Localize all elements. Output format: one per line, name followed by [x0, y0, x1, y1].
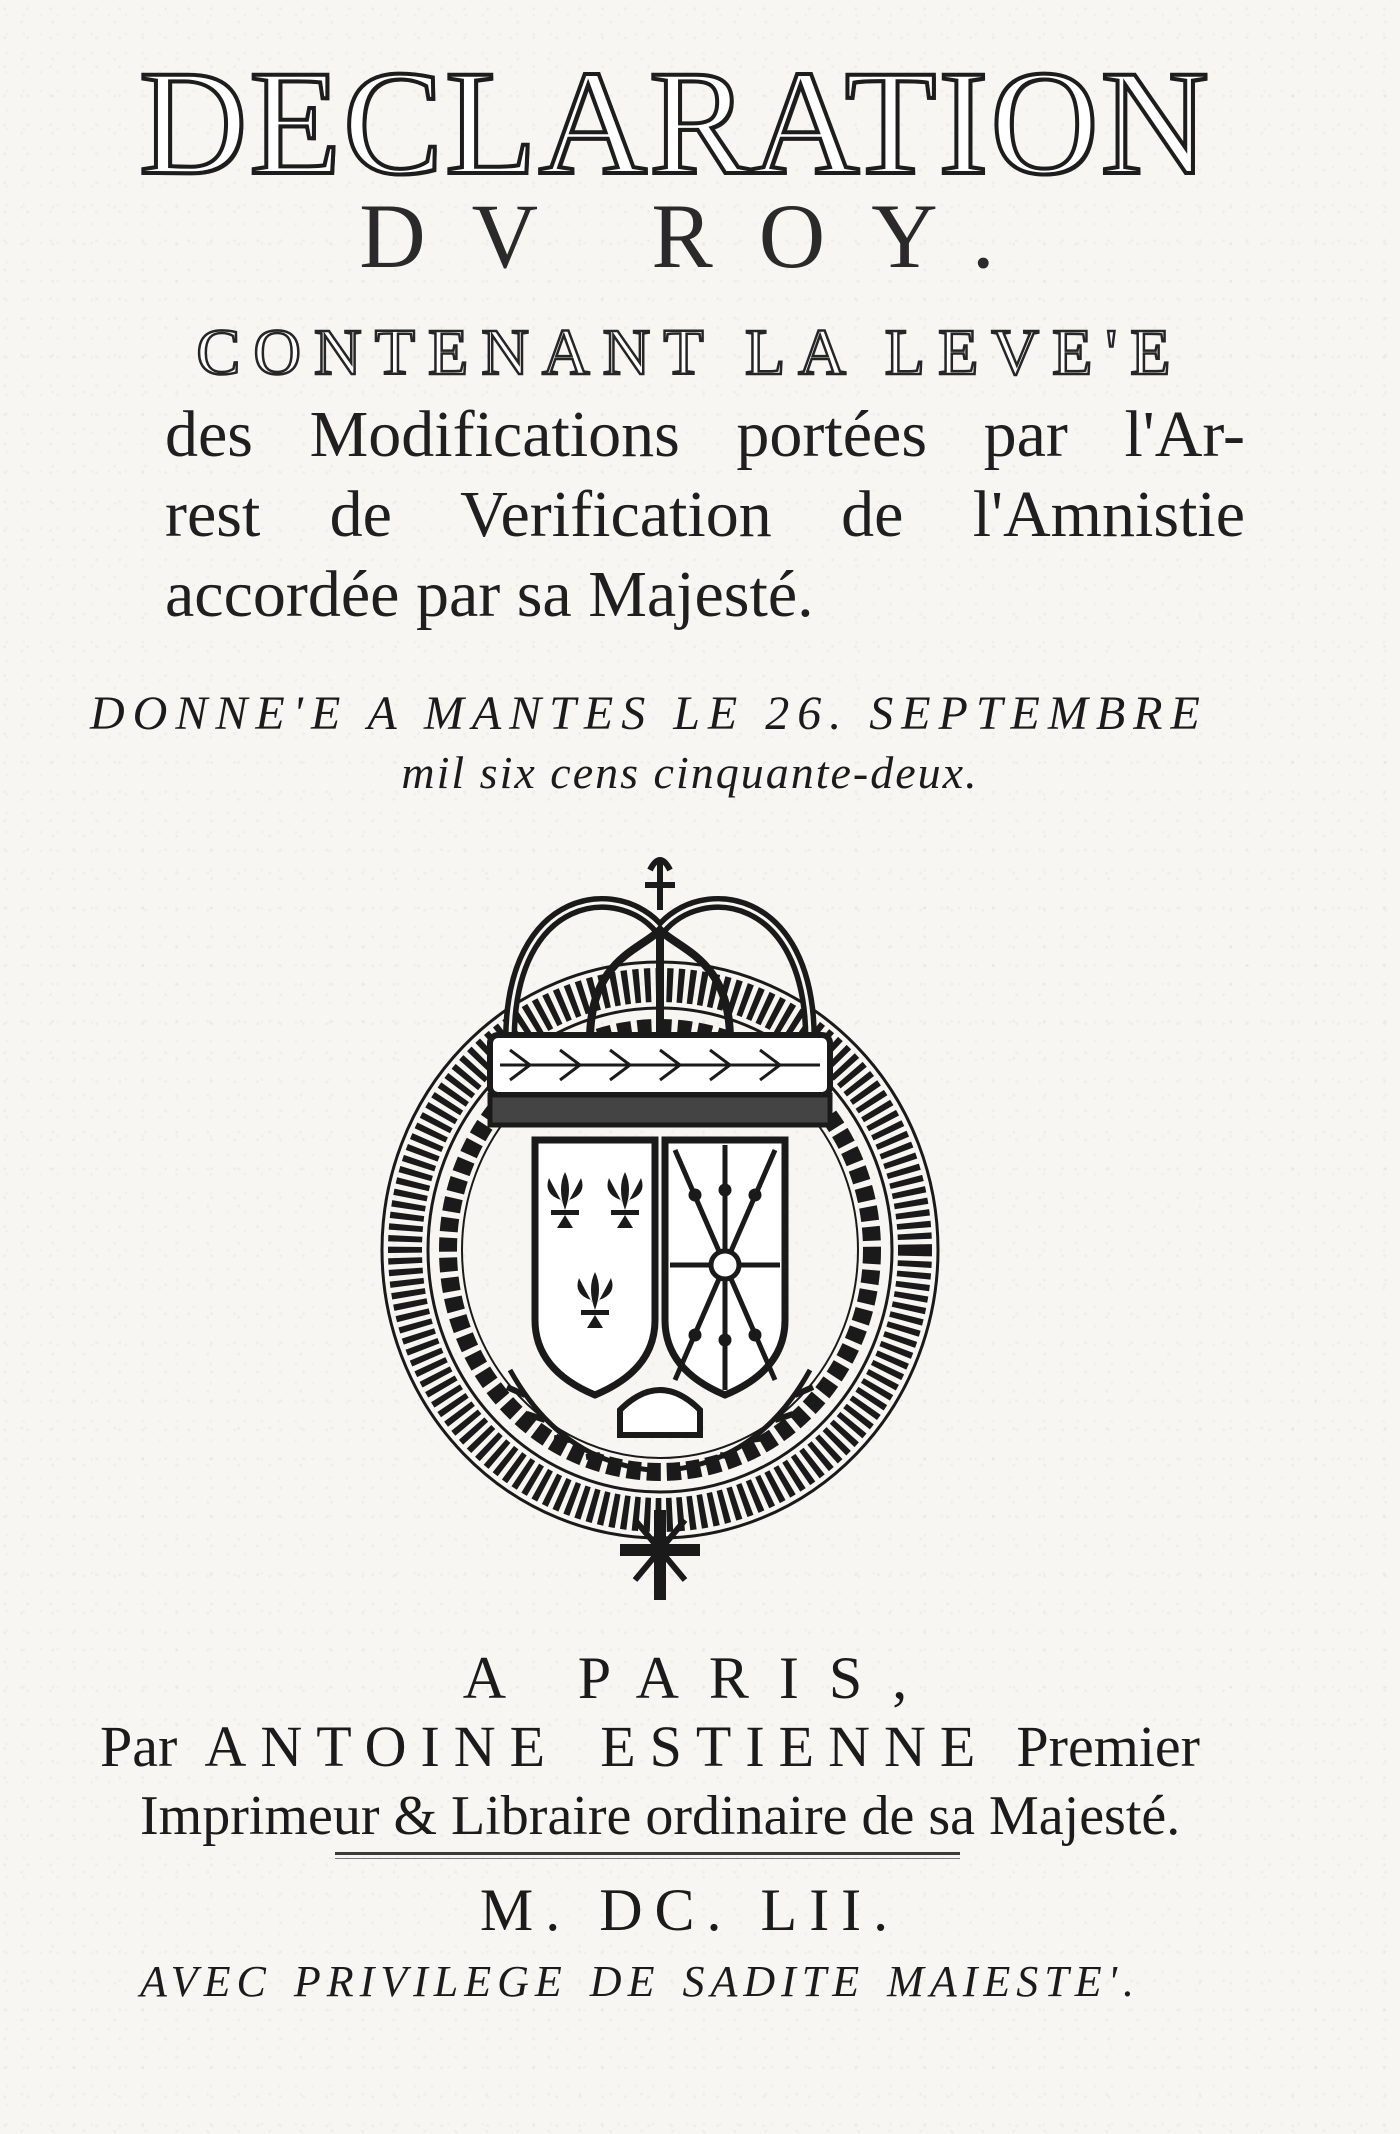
printer-name: ANTOINE ESTIENNE	[204, 1714, 990, 1779]
divider-rule	[335, 1852, 960, 1855]
subject-heading: CONTENANT LA LEVE'E	[196, 316, 1184, 389]
subject-line-3: accordée par sa Majesté.	[165, 558, 814, 631]
date-line: DONNE'E A MANTES LE 26. SEPTEMBRE	[90, 687, 1208, 740]
date-year-line: mil six cens cinquante-deux.	[401, 747, 979, 798]
printer-suffix: Premier	[1016, 1714, 1200, 1779]
imprint-year: M. DC. LII.	[479, 1877, 901, 1943]
imprint-office: Imprimeur & Libraire ordinaire de sa Majesté.	[140, 1785, 1181, 1847]
subject-line-2: rest de Verification de l'Amnistie	[165, 478, 1245, 551]
divider-rule-thin	[335, 1858, 960, 1859]
page-subtitle: DV ROY.	[359, 185, 1041, 287]
imprint-printer	[100, 1714, 1200, 1779]
royal-privilege: AVEC PRIVILEGE DE SADITE MAIESTE'.	[140, 1957, 1140, 2006]
printer-prefix: Par	[100, 1714, 178, 1779]
page-title: DECLARATION	[139, 40, 1211, 206]
royal-coat-of-arms-icon	[360, 850, 960, 1610]
subject-line-1: des Modifications portées par l'Ar-	[165, 398, 1245, 471]
imprint-city: A PARIS,	[462, 1645, 938, 1711]
